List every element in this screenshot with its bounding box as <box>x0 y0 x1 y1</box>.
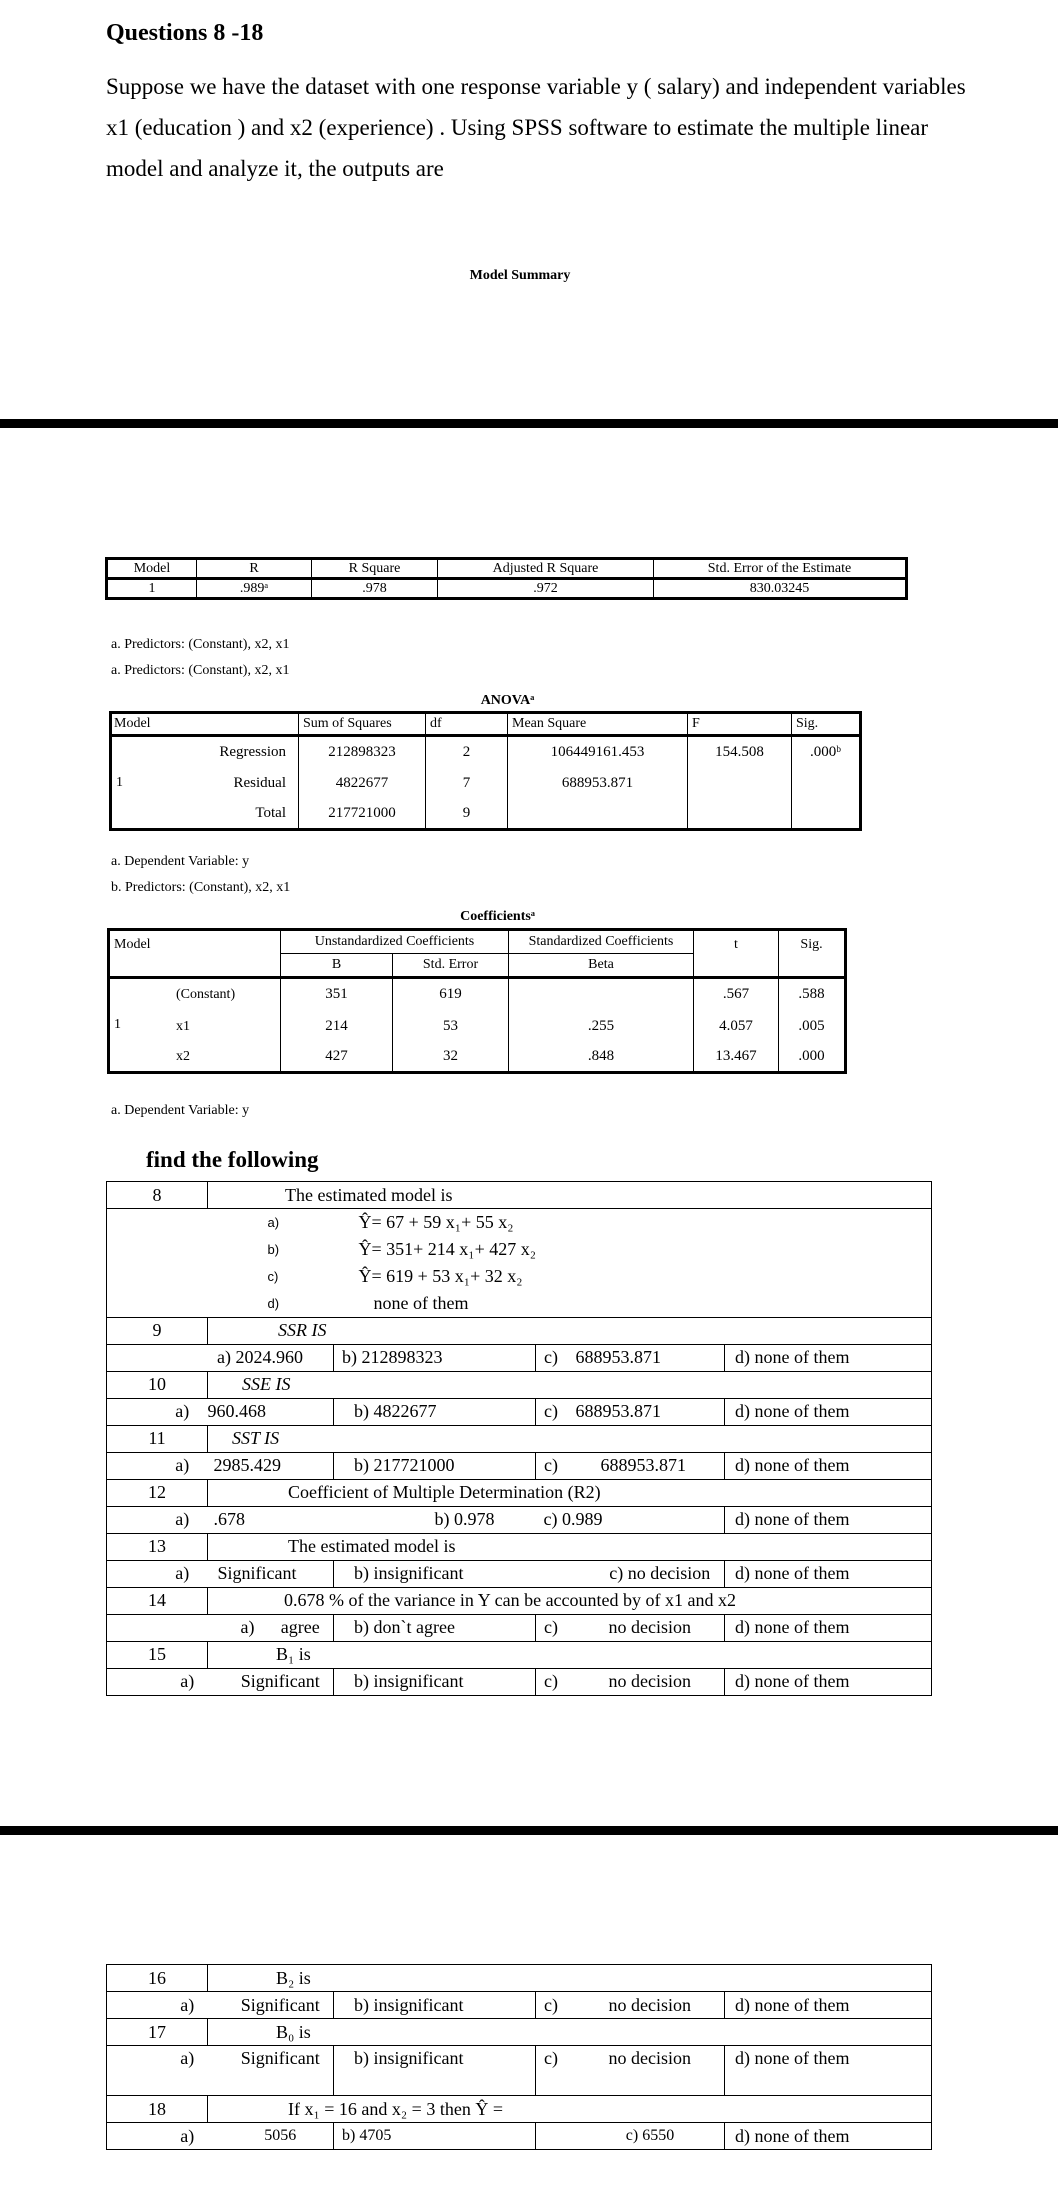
page-divider <box>0 419 1058 428</box>
option-a[interactable]: Significant <box>217 1563 297 1583</box>
option-a[interactable]: Significant <box>240 1671 320 1691</box>
col-header: Std. Error <box>393 954 509 978</box>
cell <box>508 800 688 830</box>
page-title: Questions 8 -18 <box>106 20 264 46</box>
cell: .588 <box>798 986 825 1003</box>
cell: 427 <box>281 1043 393 1073</box>
col-header: Std. Error of the Estimate <box>707 560 852 576</box>
cell: .000ᵇ <box>810 743 841 760</box>
footnote: a. Dependent Variable: y <box>111 1103 250 1118</box>
question-number: 11 <box>107 1425 208 1452</box>
question-number: 8 <box>107 1182 208 1209</box>
option-c[interactable]: no decision <box>576 1668 725 1695</box>
option-d[interactable]: d) none of them <box>735 1617 850 1637</box>
col-header: R Square <box>312 559 438 579</box>
col-header: Model <box>109 930 281 978</box>
question-text: Coefficient of Multiple Determination (R2) <box>288 1482 601 1502</box>
option-d[interactable]: d) none of them <box>735 1347 850 1367</box>
option-c[interactable]: Ŷ= 619 + 53 x₁+ 32 x₂ <box>358 1266 523 1286</box>
option-b[interactable]: b) 217721000 <box>334 1452 536 1479</box>
option-letter: a) <box>180 2125 195 2146</box>
cell: 830.03245 <box>749 580 810 596</box>
question-text: B₂ is <box>276 1967 311 1988</box>
coefficients-table <box>107 928 847 1074</box>
option-a[interactable]: Significant <box>240 2048 320 2068</box>
cell: 4822677 <box>299 768 426 800</box>
anova-caption: ANOVAᵃ <box>480 693 535 708</box>
option-c[interactable]: c) 6550 <box>536 2123 725 2150</box>
option-letter: c) <box>544 1617 558 1637</box>
questions-table-continued <box>106 1964 932 2150</box>
option-letter: a) <box>240 1617 255 1637</box>
cell: .000 <box>798 1048 825 1065</box>
option-letter: a) <box>180 1671 195 1691</box>
col-header: Standardized Coefficients <box>509 930 694 954</box>
option-c[interactable]: no decision <box>576 1614 725 1641</box>
page-divider <box>0 1826 1058 1835</box>
option-letter: a) <box>175 1401 190 1421</box>
cell: 1 <box>107 579 197 599</box>
cell <box>688 800 792 830</box>
option-a[interactable]: Significant <box>240 1994 320 2015</box>
option-letter: c) <box>544 1347 558 1367</box>
cell: .978 <box>312 579 438 599</box>
option-d[interactable]: d) none of them <box>735 2125 850 2146</box>
col-header: F <box>688 713 792 736</box>
cell: 4.057 <box>694 1011 779 1043</box>
col-header: df <box>426 713 508 736</box>
question-number: 18 <box>107 2096 208 2123</box>
option-a[interactable]: 960.468 <box>207 1401 266 1421</box>
cell <box>792 800 861 830</box>
cell: .848 <box>509 1043 694 1073</box>
cell: .972 <box>438 579 654 599</box>
cell: 214 <box>281 1011 393 1043</box>
col-header: Mean Square <box>508 713 688 736</box>
cell: .567 <box>694 978 779 1011</box>
question-number: 13 <box>107 1533 208 1560</box>
cell: 351 <box>281 978 393 1011</box>
question-text: SST IS <box>232 1428 280 1448</box>
coefficients-caption: Coefficientsᵃ <box>460 909 535 924</box>
question-text: SSE IS <box>242 1374 291 1394</box>
question-number: 12 <box>107 1479 208 1506</box>
row-label: x1 <box>166 1011 281 1043</box>
questions-table <box>106 1181 932 1696</box>
cell: 1 <box>116 774 123 790</box>
option-d[interactable]: d) none of them <box>735 1994 850 2015</box>
option-b[interactable]: b) 0.978 <box>434 1509 495 1529</box>
model-summary-caption: Model Summary <box>469 268 571 283</box>
option-d[interactable]: d) none of them <box>735 1455 850 1475</box>
option-letter: b) <box>267 1242 280 1257</box>
cell <box>509 978 694 1011</box>
question-number: 17 <box>107 2019 208 2046</box>
row-label: (Constant) <box>166 978 281 1011</box>
col-header: B <box>281 954 393 978</box>
cell: 688953.871 <box>508 768 688 800</box>
option-letter: a) <box>175 1509 190 1529</box>
option-b[interactable]: b) 212898323 <box>334 1344 536 1371</box>
question-text: B₀ is <box>276 2021 311 2042</box>
cell: 1 <box>114 1017 121 1032</box>
col-header: Beta <box>509 954 694 978</box>
option-c[interactable]: no decision <box>576 1992 725 2019</box>
option-b[interactable]: b) insignificant <box>334 1668 536 1695</box>
option-d[interactable]: d) none of them <box>735 1563 850 1583</box>
cell: 212898323 <box>299 736 426 768</box>
cell: .989ᵃ <box>197 579 312 599</box>
cell: 217721000 <box>299 800 426 830</box>
cell: 7 <box>426 768 508 800</box>
col-header: Sig. <box>796 716 819 731</box>
option-b[interactable]: b) insignificant <box>334 1560 536 1587</box>
cell: 106449161.453 <box>508 736 688 768</box>
option-b[interactable]: b) insignificant <box>334 1992 536 2019</box>
option-letter: c) <box>544 1671 558 1691</box>
row-label: x2 <box>166 1043 281 1073</box>
cell: 32 <box>393 1043 509 1073</box>
col-header: Adjusted R Square <box>438 559 654 579</box>
option-letter: d) <box>267 1295 280 1311</box>
col-header: Model <box>107 559 197 579</box>
cell: .255 <box>509 1011 694 1043</box>
col-header: Unstandardized Coefficients <box>281 930 509 954</box>
option-d[interactable]: d) none of them <box>735 2048 850 2068</box>
cell <box>688 768 792 800</box>
row-label: Residual <box>176 768 299 800</box>
option-letter: a) <box>180 1994 195 2015</box>
option-letter: c) <box>544 1401 558 1421</box>
footnote: a. Dependent Variable: y <box>111 854 250 869</box>
option-b[interactable]: b) don`t agree <box>334 1614 536 1641</box>
option-letter: c) <box>544 1455 558 1475</box>
col-header: R <box>197 559 312 579</box>
cell: 53 <box>393 1011 509 1043</box>
question-number: 14 <box>107 1587 208 1614</box>
option-c[interactable]: 688953.871 <box>576 1344 725 1371</box>
footnote: a. Predictors: (Constant), x2, x1 <box>111 663 290 678</box>
option-b[interactable]: b) 4705 <box>334 2123 536 2150</box>
option-letter: a) <box>267 1215 280 1230</box>
option-c[interactable]: c) no decision <box>536 1560 725 1587</box>
option-d[interactable]: d) none of them <box>735 1401 850 1421</box>
col-header: Sum of Squares <box>299 713 426 736</box>
option-a[interactable]: Ŷ= 67 + 59 x₁+ 55 x₂ <box>358 1212 514 1232</box>
cell: 154.508 <box>688 736 792 768</box>
question-number: 9 <box>107 1317 208 1344</box>
option-c[interactable]: 688953.871 <box>576 1452 725 1479</box>
option-letter: c) <box>544 1994 558 2015</box>
question-number: 15 <box>107 1641 208 1668</box>
question-text: If x₁ = 16 and x₂ = 3 then Ŷ = <box>288 2098 503 2119</box>
question-text: 0.678 % of the variance in Y can be accounted by of x1 and x2 <box>284 1590 737 1610</box>
option-letter: c) <box>544 2048 558 2068</box>
option-a[interactable]: .678 <box>213 1509 245 1529</box>
question-number: 10 <box>107 1371 208 1398</box>
option-letter: a) <box>175 1455 190 1475</box>
footnote: b. Predictors: (Constant), x2, x1 <box>111 880 291 895</box>
option-letter: a) <box>175 1563 190 1583</box>
question-text: B₁ is <box>276 1644 311 1664</box>
footnote: a. Predictors: (Constant), x2, x1 <box>111 637 290 652</box>
model-summary-table <box>105 557 908 600</box>
option-a[interactable]: 2985.429 <box>213 1455 281 1475</box>
col-header: Model <box>111 713 299 736</box>
cell <box>792 768 861 800</box>
question-text: SSR IS <box>278 1320 327 1340</box>
option-c[interactable]: no decision <box>576 2046 725 2096</box>
option-d[interactable]: none of them <box>373 1292 469 1313</box>
question-text: The estimated model is <box>288 1536 456 1556</box>
option-letter: c) <box>267 1269 279 1284</box>
option-c[interactable]: 688953.871 <box>576 1398 725 1425</box>
row-label: Total <box>176 800 299 830</box>
option-d[interactable]: d) none of them <box>735 1671 850 1691</box>
cell: 2 <box>426 736 508 768</box>
option-a[interactable]: a) 2024.960 <box>217 1347 303 1367</box>
option-c[interactable]: c) 0.989 <box>536 1506 725 1533</box>
option-letter: a) <box>180 2048 195 2068</box>
find-heading: find the following <box>146 1147 319 1172</box>
option-b[interactable]: b) 4822677 <box>334 1398 536 1425</box>
option-a[interactable]: 5056 <box>264 2127 297 2144</box>
cell: 9 <box>426 800 508 830</box>
question-text: The estimated model is <box>285 1184 453 1205</box>
option-b[interactable]: Ŷ= 351+ 214 x₁+ 427 x₂ <box>358 1239 537 1259</box>
option-b[interactable]: b) insignificant <box>334 2046 536 2096</box>
option-d[interactable]: d) none of them <box>735 1509 850 1529</box>
anova-table <box>109 711 862 831</box>
intro-paragraph: Suppose we have the dataset with one response variable y ( salary) and independent variables x1 (education ) and x2 (experience) . Using SPSS software to estimate the multiple linear model and analyze it, the outputs are <box>106 74 966 181</box>
cell: 13.467 <box>694 1043 779 1073</box>
option-a[interactable]: agree <box>280 1617 320 1637</box>
question-number: 16 <box>107 1965 208 1992</box>
col-header: Sig. <box>800 937 823 952</box>
cell: .005 <box>798 1018 825 1034</box>
cell: 619 <box>393 978 509 1011</box>
row-label: Regression <box>176 736 299 768</box>
col-header: t <box>694 930 779 978</box>
